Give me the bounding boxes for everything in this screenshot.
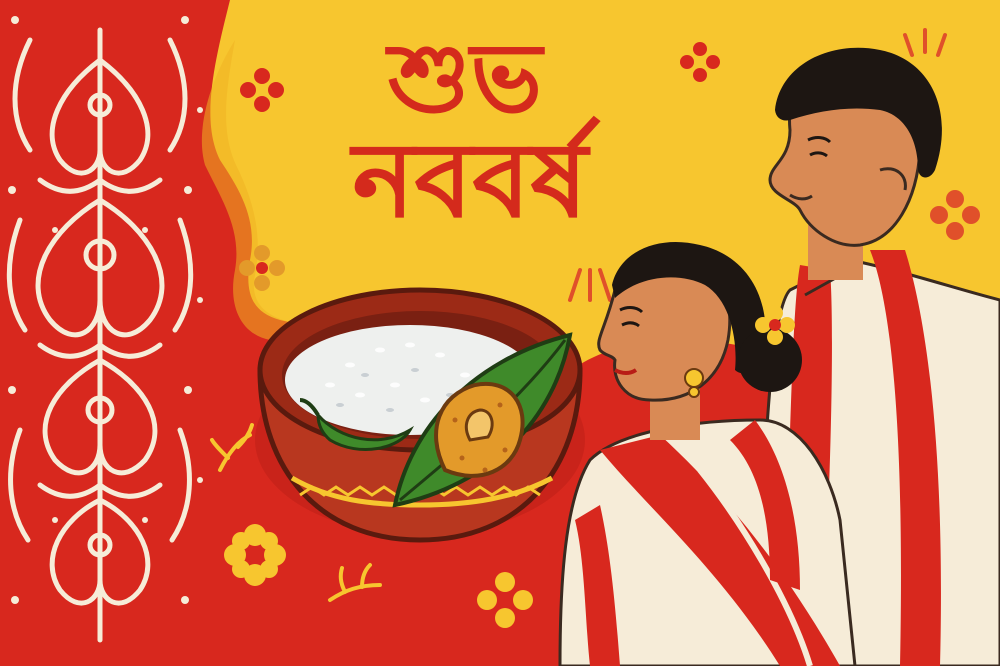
greeting-line-1: শুভ	[387, 22, 543, 134]
greeting-line-2: নববর্ষ	[352, 119, 588, 241]
fried-fish-icon	[436, 384, 523, 476]
